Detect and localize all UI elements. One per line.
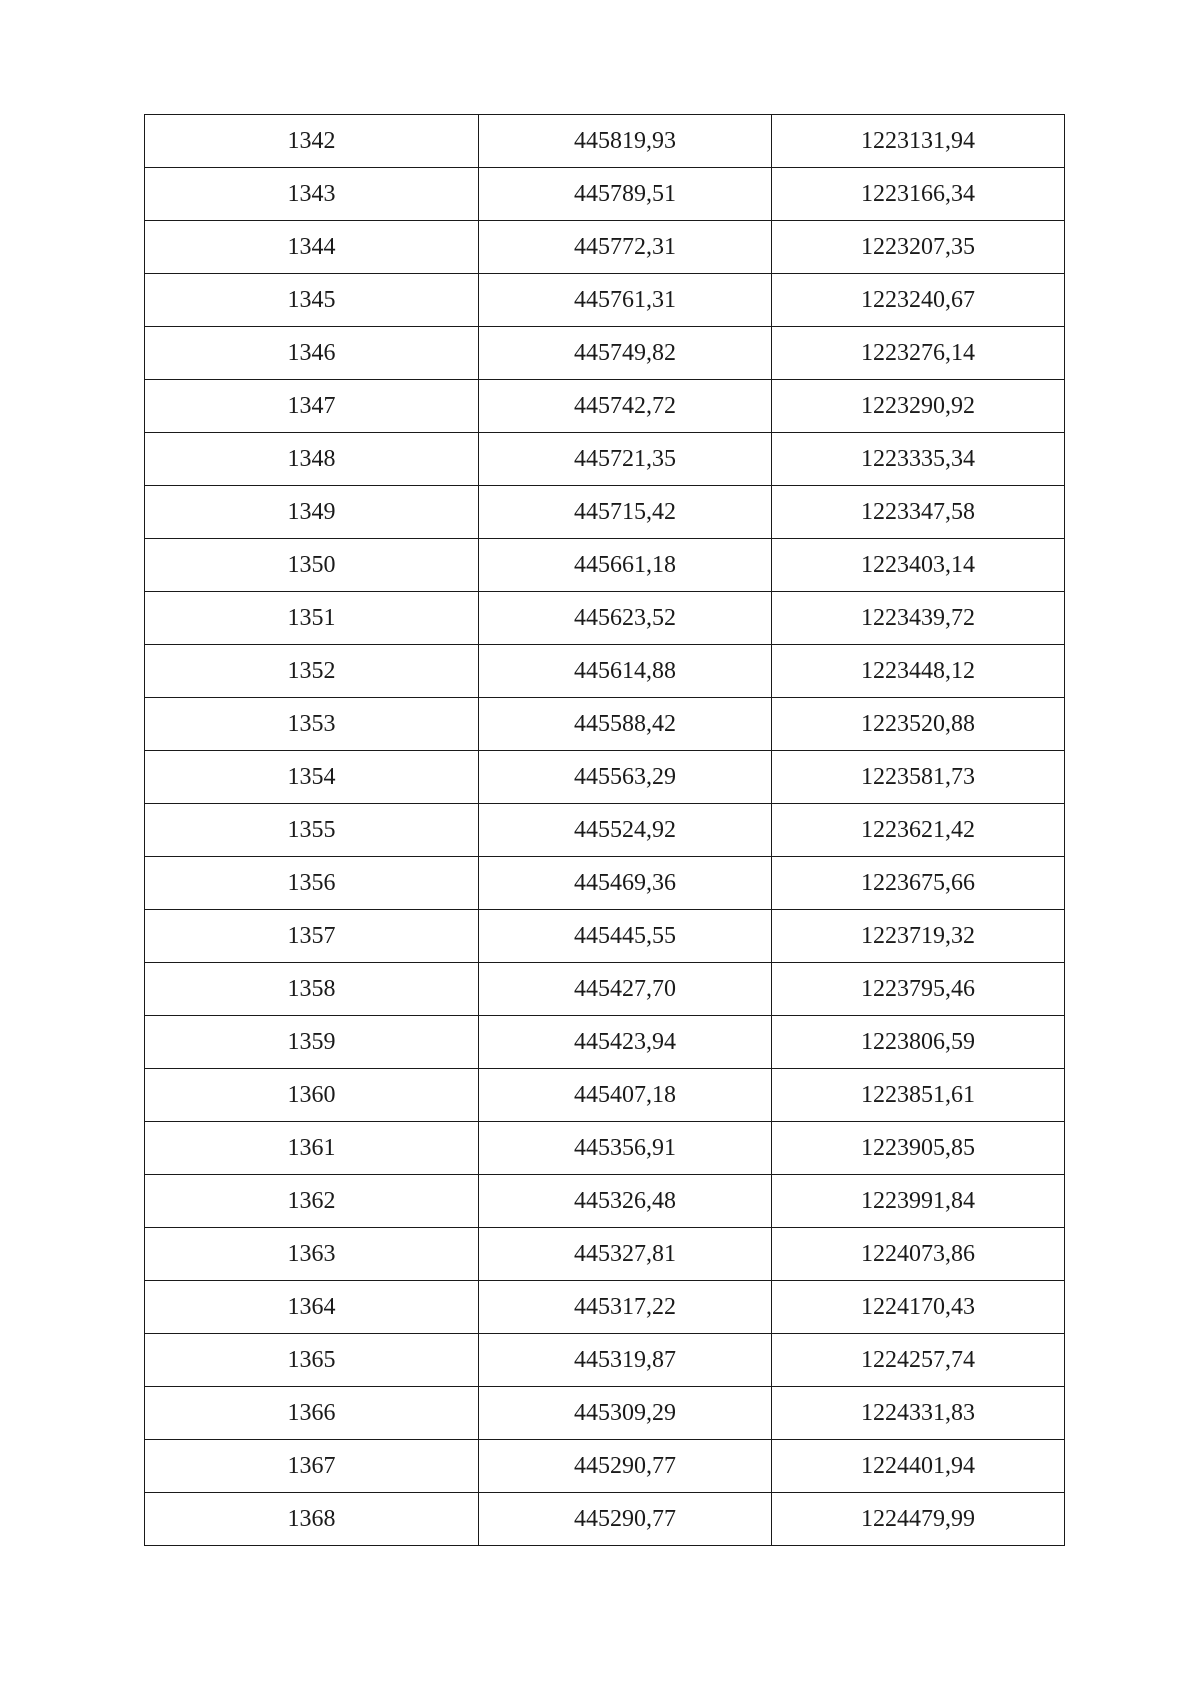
table-row (145, 327, 1065, 380)
x-coordinate-cell: 445309,29 (479, 1387, 772, 1440)
x-coordinate-cell: 445772,31 (479, 221, 772, 274)
y-coordinate-cell: 1223795,46 (772, 963, 1065, 1016)
table-row (145, 1122, 1065, 1175)
table-row (145, 1281, 1065, 1334)
x-coordinate-cell: 445789,51 (479, 168, 772, 221)
table-row (145, 1228, 1065, 1281)
y-coordinate-cell: 1223166,34 (772, 168, 1065, 221)
x-coordinate-cell: 445356,91 (479, 1122, 772, 1175)
x-coordinate-cell: 445290,77 (479, 1493, 772, 1546)
y-coordinate-cell: 1224401,94 (772, 1440, 1065, 1493)
x-coordinate-cell: 445819,93 (479, 115, 772, 168)
y-coordinate-cell: 1223276,14 (772, 327, 1065, 380)
table-row (145, 1387, 1065, 1440)
table-row (145, 910, 1065, 963)
table-row (145, 433, 1065, 486)
x-coordinate-cell: 445469,36 (479, 857, 772, 910)
x-coordinate-cell: 445524,92 (479, 804, 772, 857)
point-number-cell: 1342 (145, 115, 479, 168)
table-row (145, 698, 1065, 751)
y-coordinate-cell: 1224331,83 (772, 1387, 1065, 1440)
point-number-cell: 1346 (145, 327, 479, 380)
y-coordinate-cell: 1223207,35 (772, 221, 1065, 274)
y-coordinate-cell: 1223520,88 (772, 698, 1065, 751)
table-row (145, 804, 1065, 857)
x-coordinate-cell: 445317,22 (479, 1281, 772, 1334)
point-number-cell: 1360 (145, 1069, 479, 1122)
point-number-cell: 1347 (145, 380, 479, 433)
point-number-cell: 1351 (145, 592, 479, 645)
x-coordinate-cell: 445445,55 (479, 910, 772, 963)
point-number-cell: 1358 (145, 963, 479, 1016)
y-coordinate-cell: 1223335,34 (772, 433, 1065, 486)
y-coordinate-cell: 1224479,99 (772, 1493, 1065, 1546)
x-coordinate-cell: 445761,31 (479, 274, 772, 327)
table-row (145, 380, 1065, 433)
y-coordinate-cell: 1223581,73 (772, 751, 1065, 804)
y-coordinate-cell: 1223240,67 (772, 274, 1065, 327)
x-coordinate-cell: 445715,42 (479, 486, 772, 539)
point-number-cell: 1348 (145, 433, 479, 486)
x-coordinate-cell: 445588,42 (479, 698, 772, 751)
table-row (145, 751, 1065, 804)
y-coordinate-cell: 1223347,58 (772, 486, 1065, 539)
point-number-cell: 1365 (145, 1334, 479, 1387)
point-number-cell: 1364 (145, 1281, 479, 1334)
table-row (145, 1440, 1065, 1493)
x-coordinate-cell: 445407,18 (479, 1069, 772, 1122)
table-row (145, 963, 1065, 1016)
y-coordinate-cell: 1223719,32 (772, 910, 1065, 963)
x-coordinate-cell: 445721,35 (479, 433, 772, 486)
table-row (145, 115, 1065, 168)
point-number-cell: 1366 (145, 1387, 479, 1440)
point-number-cell: 1345 (145, 274, 479, 327)
table-row (145, 1016, 1065, 1069)
y-coordinate-cell: 1223621,42 (772, 804, 1065, 857)
y-coordinate-cell: 1224257,74 (772, 1334, 1065, 1387)
point-number-cell: 1355 (145, 804, 479, 857)
point-number-cell: 1368 (145, 1493, 479, 1546)
point-number-cell: 1350 (145, 539, 479, 592)
x-coordinate-cell: 445749,82 (479, 327, 772, 380)
point-number-cell: 1353 (145, 698, 479, 751)
y-coordinate-cell: 1223851,61 (772, 1069, 1065, 1122)
point-number-cell: 1367 (145, 1440, 479, 1493)
table-row (145, 857, 1065, 910)
table-row (145, 539, 1065, 592)
x-coordinate-cell: 445319,87 (479, 1334, 772, 1387)
point-number-cell: 1349 (145, 486, 479, 539)
point-number-cell: 1361 (145, 1122, 479, 1175)
point-number-cell: 1359 (145, 1016, 479, 1069)
point-number-cell: 1354 (145, 751, 479, 804)
y-coordinate-cell: 1223448,12 (772, 645, 1065, 698)
y-coordinate-cell: 1223403,14 (772, 539, 1065, 592)
table-row (145, 168, 1065, 221)
x-coordinate-cell: 445614,88 (479, 645, 772, 698)
point-number-cell: 1352 (145, 645, 479, 698)
point-number-cell: 1356 (145, 857, 479, 910)
y-coordinate-cell: 1223131,94 (772, 115, 1065, 168)
x-coordinate-cell: 445742,72 (479, 380, 772, 433)
point-number-cell: 1344 (145, 221, 479, 274)
table-row (145, 1493, 1065, 1546)
x-coordinate-cell: 445563,29 (479, 751, 772, 804)
x-coordinate-cell: 445326,48 (479, 1175, 772, 1228)
y-coordinate-cell: 1223905,85 (772, 1122, 1065, 1175)
y-coordinate-cell: 1224170,43 (772, 1281, 1065, 1334)
table-row (145, 645, 1065, 698)
table-row (145, 486, 1065, 539)
table-row (145, 221, 1065, 274)
table-row (145, 274, 1065, 327)
x-coordinate-cell: 445427,70 (479, 963, 772, 1016)
y-coordinate-cell: 1223290,92 (772, 380, 1065, 433)
y-coordinate-cell: 1224073,86 (772, 1228, 1065, 1281)
y-coordinate-cell: 1223439,72 (772, 592, 1065, 645)
table-row (145, 592, 1065, 645)
x-coordinate-cell: 445623,52 (479, 592, 772, 645)
x-coordinate-cell: 445661,18 (479, 539, 772, 592)
table-row (145, 1175, 1065, 1228)
table-row (145, 1069, 1065, 1122)
point-number-cell: 1362 (145, 1175, 479, 1228)
coordinates-table-body (145, 115, 1065, 1546)
table-row (145, 1334, 1065, 1387)
coordinates-table (144, 114, 1065, 1546)
x-coordinate-cell: 445423,94 (479, 1016, 772, 1069)
y-coordinate-cell: 1223675,66 (772, 857, 1065, 910)
point-number-cell: 1363 (145, 1228, 479, 1281)
y-coordinate-cell: 1223806,59 (772, 1016, 1065, 1069)
point-number-cell: 1357 (145, 910, 479, 963)
x-coordinate-cell: 445327,81 (479, 1228, 772, 1281)
x-coordinate-cell: 445290,77 (479, 1440, 772, 1493)
point-number-cell: 1343 (145, 168, 479, 221)
y-coordinate-cell: 1223991,84 (772, 1175, 1065, 1228)
